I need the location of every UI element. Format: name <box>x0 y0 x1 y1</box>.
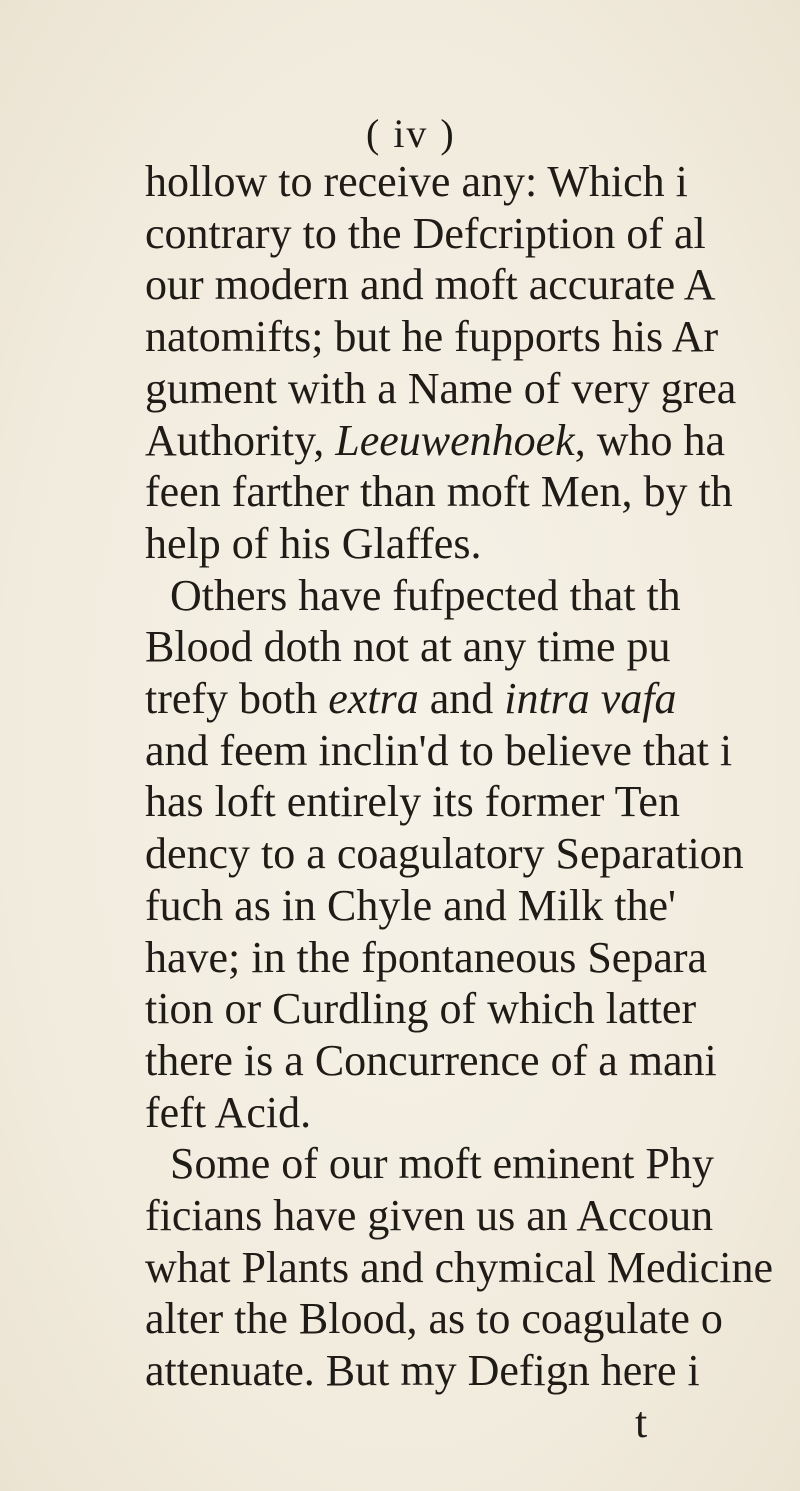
text-segment: ficians have given us an Accoun <box>145 1191 714 1241</box>
text-segment: alter the Blood, as to coagulate o <box>145 1294 723 1344</box>
text-segment: feft Acid. <box>145 1087 312 1137</box>
body-text <box>145 156 800 1449</box>
text-segment: hollow to receive any: Which i <box>145 157 688 206</box>
text-segment: has loft entirely its former Ten <box>145 777 680 827</box>
text-segment: Others have fufpected that th <box>170 570 681 620</box>
text-line <box>145 932 800 984</box>
text-segment: our modern and moft accurate A <box>145 260 716 310</box>
text-line <box>145 828 800 880</box>
text-segment: , who ha <box>574 415 726 465</box>
italic-text: intra vafa <box>504 674 677 724</box>
text-line <box>145 725 800 777</box>
text-line <box>145 466 800 518</box>
text-segment: fuch as in Chyle and Milk the' <box>145 880 676 930</box>
italic-text: extra <box>328 674 419 724</box>
text-line <box>145 1345 800 1397</box>
text-segment: Some of our moft eminent Phy <box>170 1139 714 1189</box>
text-line <box>145 415 800 467</box>
text-line <box>145 1138 800 1190</box>
text-line <box>145 1035 800 1087</box>
text-segment: natomifts; but he fupports his Ar <box>145 312 719 362</box>
text-segment: tion or Curdling of which latter <box>145 984 697 1034</box>
text-segment: feen farther than moft Men, by th <box>145 467 733 517</box>
text-line <box>145 776 800 828</box>
italic-text: Leeuwenhoek <box>335 415 575 465</box>
text-line <box>145 880 800 932</box>
text-line <box>145 673 800 725</box>
text-segment: attenuate. But my Defign here i <box>145 1346 700 1396</box>
text-segment: and <box>418 674 505 724</box>
text-segment: help of his Glaffes. <box>145 518 482 568</box>
text-segment: trefy both <box>145 674 329 724</box>
text-segment: there is a Concurrence of a mani <box>145 1035 717 1085</box>
text-segment: Blood doth not at any time pu <box>145 622 671 672</box>
text-line <box>145 518 800 570</box>
text-line <box>145 1293 800 1345</box>
text-segment: gument with a Name of very grea <box>145 363 737 413</box>
text-segment: and feem inclin'd to believe that i <box>145 725 733 775</box>
text-segment: contrary to the Defcription of al <box>145 208 706 258</box>
text-line <box>145 311 800 363</box>
text-line <box>145 1242 800 1294</box>
text-line <box>145 156 800 208</box>
text-segment: Authority, <box>145 415 336 465</box>
page-number: ( iv ) <box>366 111 456 156</box>
text-segment: dency to a coagulatory Separation <box>145 829 744 879</box>
text-line <box>145 570 800 622</box>
text-line <box>145 983 800 1035</box>
text-line <box>145 363 800 415</box>
text-segment: what Plants and chymical Medicine <box>145 1242 774 1292</box>
text-line <box>145 1397 800 1449</box>
text-segment: have; in the fpontaneous Separa <box>145 932 708 982</box>
text-line <box>145 1190 800 1242</box>
text-segment: t <box>635 1397 648 1447</box>
text-line <box>145 259 800 311</box>
text-line <box>145 208 800 260</box>
text-line <box>145 1087 800 1139</box>
text-line <box>145 621 800 673</box>
